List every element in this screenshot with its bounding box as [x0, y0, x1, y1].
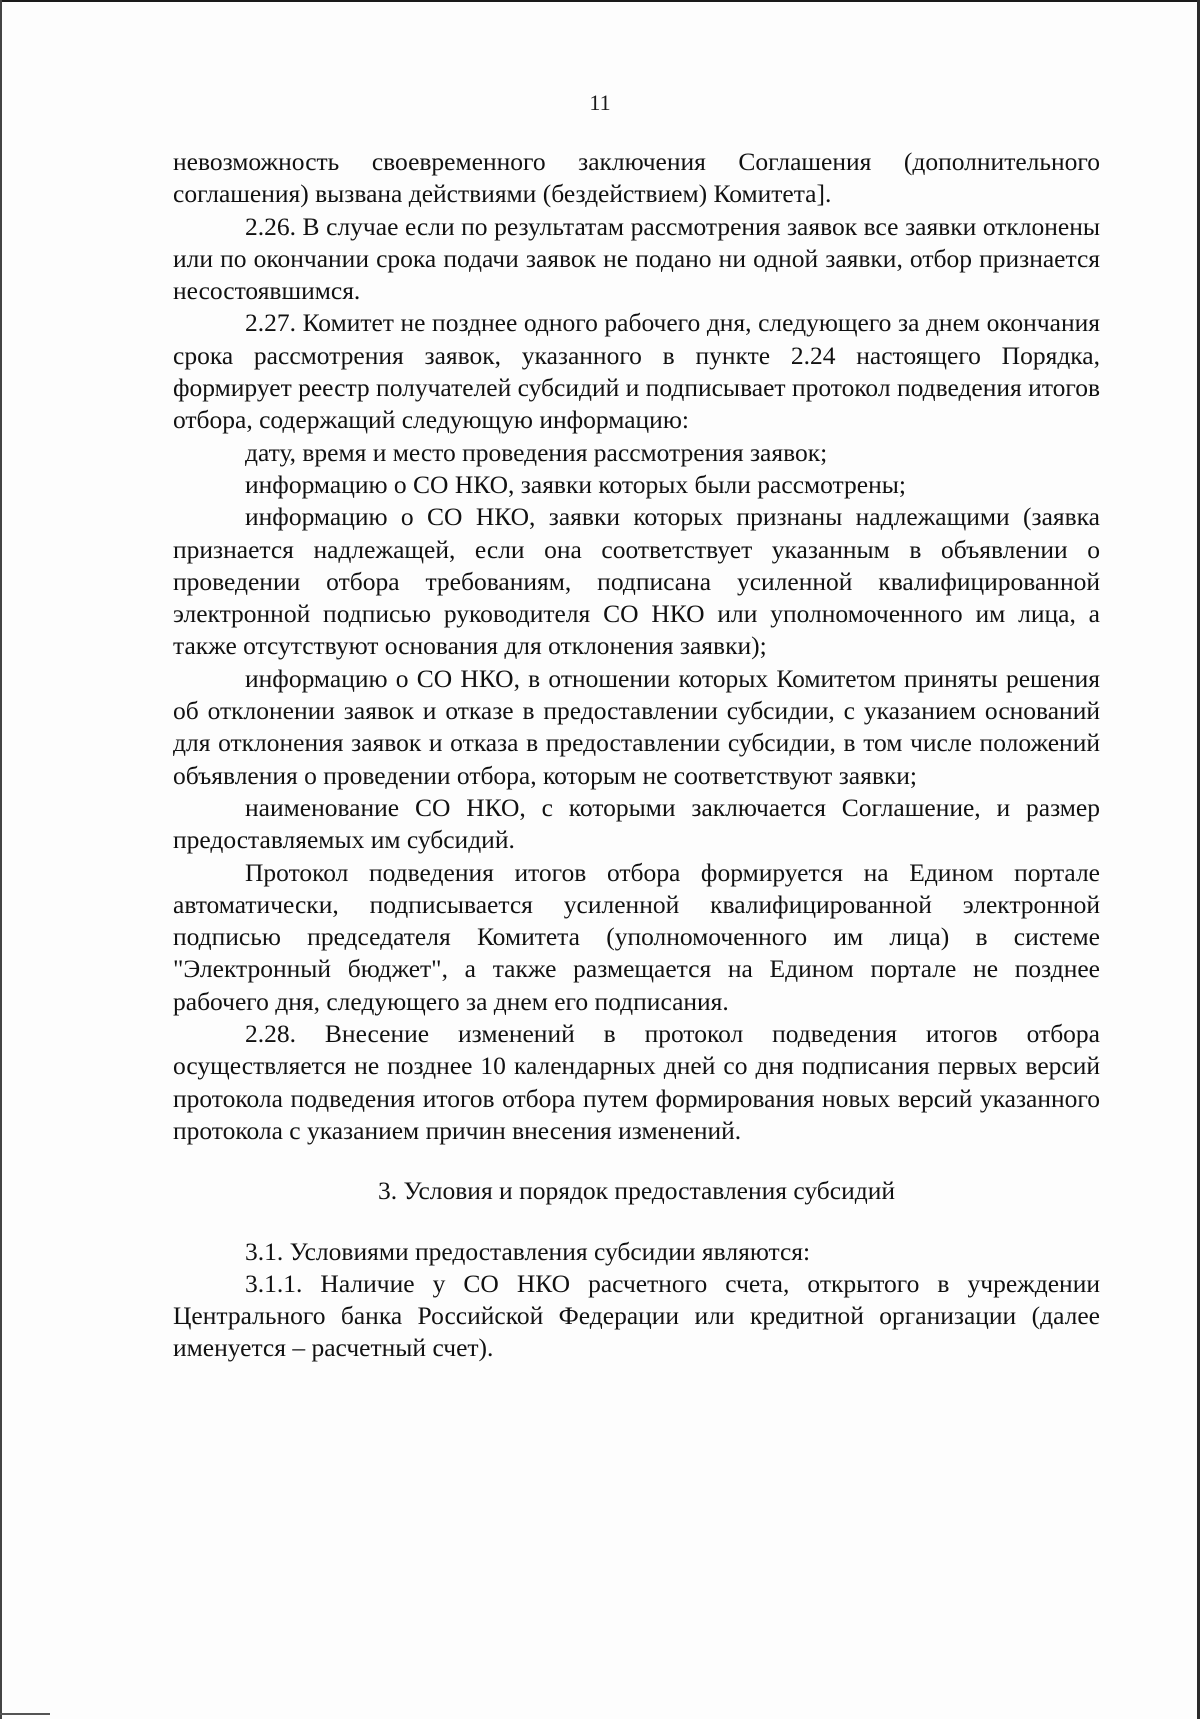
list-item-date: дату, время и место проведения рассмотрения заявок;: [245, 437, 828, 467]
list-item-reviewed: информацию о СО НКО, заявки которых были рассмотрены;: [245, 469, 906, 499]
paragraph-continuation: невозможность своевременного заключения Соглашения (дополнительного соглашения) вызвана действиями (бездействием) Комитета].: [173, 147, 1100, 209]
paragraph-2-26: 2.26. В случае если по результатам рассмотрения заявок все заявки отклонены или по окончании срока подачи заявок не подано ни одной заявки, отбор признается несостоявшимся.: [173, 211, 1100, 306]
scan-mark: [0, 1713, 50, 1715]
list-item-agreement: наименование СО НКО, с которыми заключается Соглашение, и размер предоставляемых им субсидий.: [173, 792, 1100, 855]
paragraph-2-27: 2.27. Комитет не позднее одного рабочего дня, следующего за днем окончания срока рассмотрения заявок, указанного в пункте 2.24 настоящего Порядка, формирует реестр получателей субсидий и подписывает протокол подведения итогов отбора, содержащий следующую информацию:: [173, 308, 1100, 435]
document-body: [173, 146, 1100, 1365]
scan-border-top: [0, 0, 1200, 2]
paragraph-2-28: 2.28. Внесение изменений в протокол подведения итогов отбора осуществляется не позднее 10 календарных дней со дня подписания первых версий протокола подведения итогов отбора путем формирования новых версий указанного протокола с указанием причин внесения изменений.: [173, 1019, 1100, 1145]
section-heading: 3. Условия и порядок предоставления субсидий: [377, 1176, 896, 1206]
page-number: 11: [589, 90, 611, 115]
list-item-rejected: информацию о СО НКО, в отношении которых Комитетом приняты решения об отклонении заявок и отказе в предоставлении субсидии, с указанием оснований для отклонения заявок и отказа в предоставлении субсидии, в том числе положений объявления о проведении отбора, которым не соответствуют заявки;: [173, 663, 1100, 790]
paragraph-protocol: Протокол подведения итогов отбора формируется на Едином портале автоматически, подписывается усиленной квалифицированной электронной подписью председателя Комитета (уполномоченного им лица) в системе "Электронный бюджет", а также размещается на Едином портале не позднее рабочего дня, следующего за днем его подписания.: [173, 857, 1100, 1016]
scan-border-left: [0, 0, 2, 1719]
paragraph-3-1: 3.1. Условиями предоставления субсидии являются:: [245, 1236, 811, 1266]
paragraph-3-1-1: 3.1.1. Наличие у СО НКО расчетного счета, открытого в учреждении Центрального банка Российской Федерации или кредитной организации (далее именуется – расчетный счет).: [173, 1268, 1100, 1363]
list-item-proper: информацию о СО НКО, заявки которых признаны надлежащими (заявка признается надлежащей, если она соответствует указанным в объявлении о проведении отбора требованиям, подписана усиленной квалифицированной электронной подписью руководителя СО НКО или уполномоченного им лица, а также отсутствуют основания для отклонения заявки);: [173, 502, 1100, 661]
